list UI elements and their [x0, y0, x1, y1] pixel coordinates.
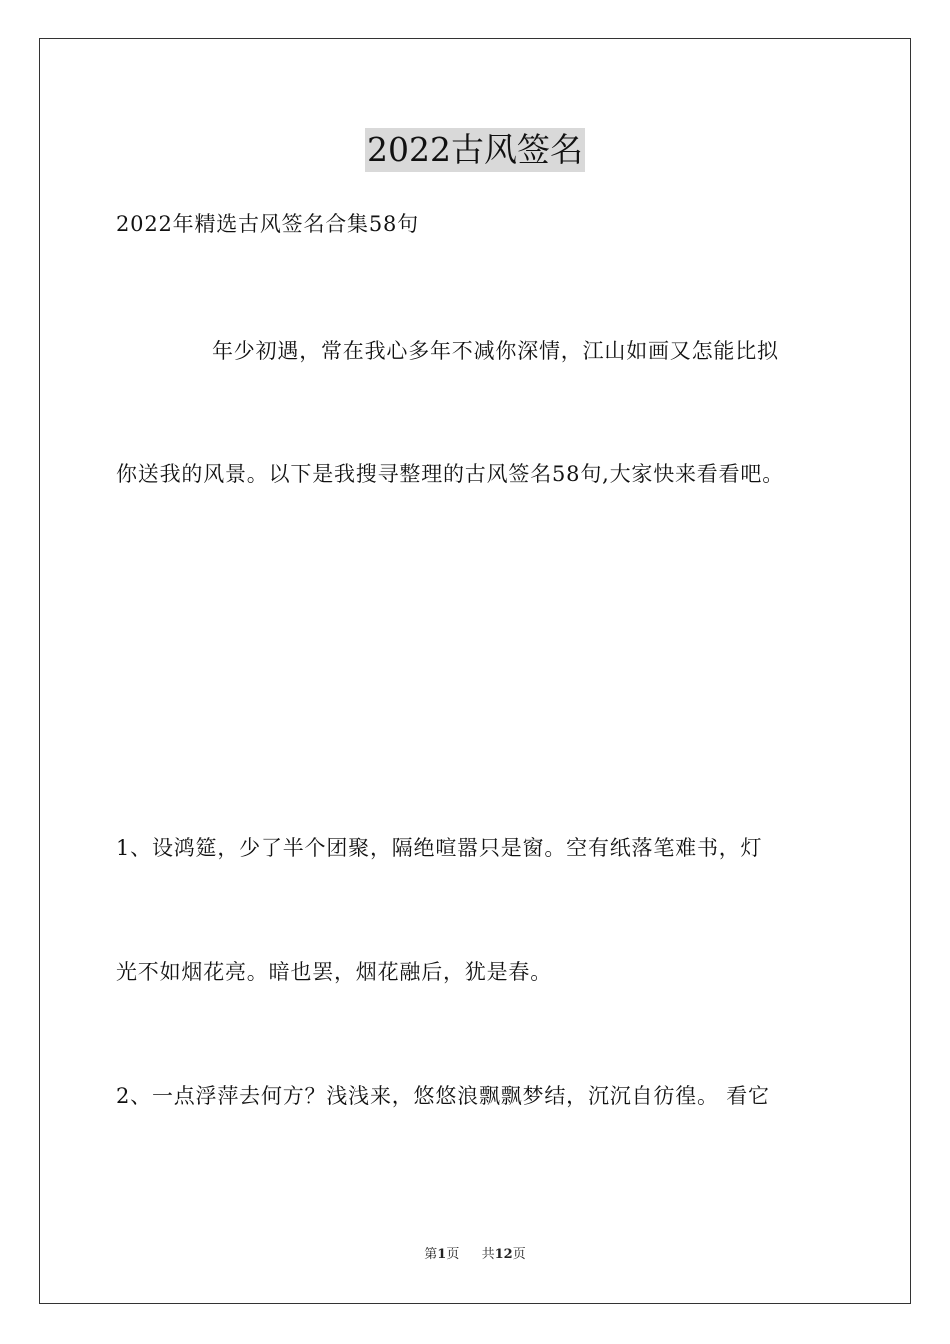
footer-total-pages: 12 [494, 1247, 513, 1262]
page-footer [0, 1246, 950, 1264]
title-container [0, 128, 950, 172]
intro-paragraph-line-1: 年少初遇，常在我心多年不减你深情，江山如画又怎能比拟 [212, 339, 779, 363]
footer-page-number: 1 [437, 1247, 447, 1262]
list-item-1-line-2: 光不如烟花亮。暗也罢，烟花融后，犹是春。 [116, 960, 552, 984]
footer-total-unit: 页 [512, 1247, 526, 1262]
list-item-2-line-1: 2、一点浮萍去何方？浅浅来，悠悠浪飘飘梦结，沉沉自彷徨。 看它 [116, 1084, 770, 1108]
footer-total-prefix: 共 [481, 1247, 495, 1262]
document-title: 2022古风签名 [365, 128, 585, 172]
list-item-1-line-1: 1、设鸿筵，少了半个团聚，隔绝喧嚣只是窗。空有纸落笔难书，灯 [116, 836, 763, 860]
footer-page-unit: 页 [446, 1247, 460, 1262]
intro-paragraph-line-2: 你送我的风景。以下是我搜寻整理的古风签名58句,大家快来看看吧。 [116, 462, 784, 486]
footer-page-prefix: 第 [424, 1247, 438, 1262]
document-subtitle: 2022年精选古风签名合集58句 [116, 212, 419, 236]
